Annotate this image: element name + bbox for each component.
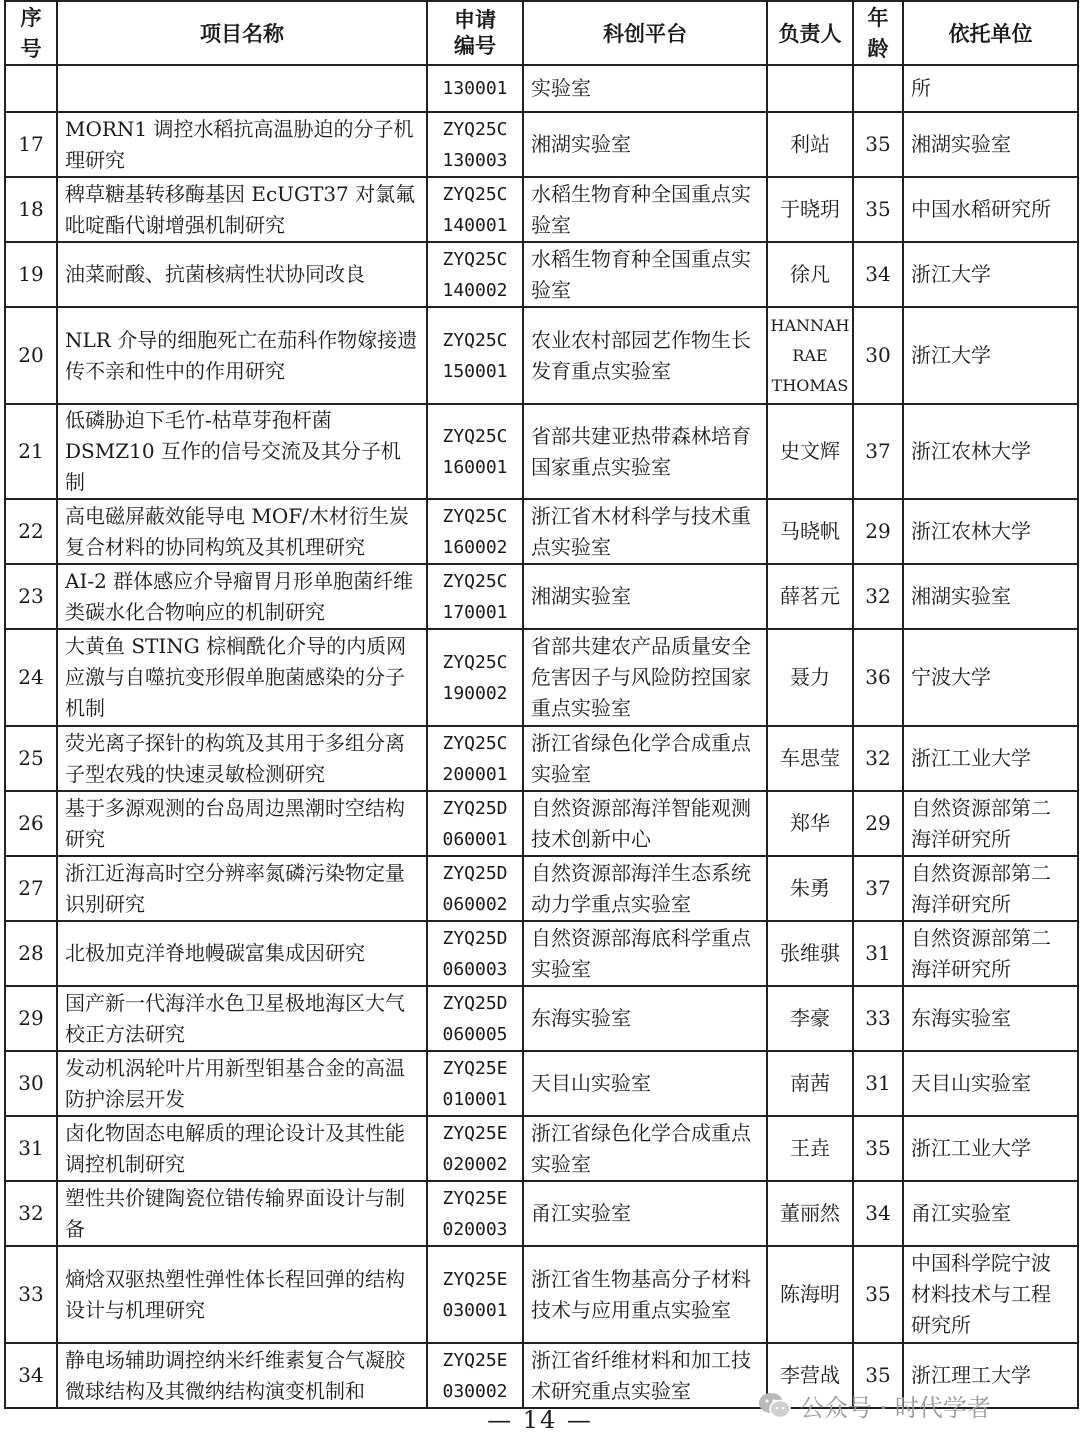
project-name-cell: NLR 介导的细胞死亡在茄科作物嫁接遗传不亲和性中的作用研究 [57, 307, 427, 404]
host-unit-cell: 浙江大学 [903, 242, 1078, 307]
application-code-cell: ZYQ25C 150001 [427, 307, 523, 404]
table-row [5, 307, 1078, 404]
project-name-cell: 浙江近海高时空分辨率氮磷污染物定量识别研究 [57, 856, 427, 921]
table-row [5, 1246, 1078, 1343]
table-row [5, 404, 1078, 499]
project-name-cell: 塑性共价键陶瓷位错传输界面设计与制备 [57, 1181, 427, 1246]
row-number-cell: 25 [5, 726, 57, 791]
host-unit-cell: 中国水稻研究所 [903, 177, 1078, 242]
project-name-cell: 熵焓双驱热塑性弹性体长程回弹的结构设计与机理研究 [57, 1246, 427, 1343]
platform-cell: 水稻生物育种全国重点实验室 [523, 177, 767, 242]
project-name-cell: 基于多源观测的台岛周边黑潮时空结构研究 [57, 791, 427, 856]
host-unit-cell: 自然资源部第二海洋研究所 [903, 791, 1078, 856]
row-number-cell: 31 [5, 1116, 57, 1181]
header-leader: 负责人 [767, 1, 853, 65]
host-unit-cell: 湘湖实验室 [903, 112, 1078, 177]
table-row [5, 726, 1078, 791]
platform-cell: 甬江实验室 [523, 1181, 767, 1246]
table-row [5, 629, 1078, 726]
age-cell: 33 [853, 986, 903, 1051]
header-age: 年龄 [853, 1, 903, 65]
age-cell: 37 [853, 404, 903, 499]
application-code-cell: ZYQ25C 160001 [427, 404, 523, 499]
age-cell: 29 [853, 499, 903, 564]
project-table [4, 0, 1079, 1409]
application-code-cell: ZYQ25D 060003 [427, 921, 523, 986]
platform-cell: 自然资源部海洋生态系统动力学重点实验室 [523, 856, 767, 921]
application-code-cell: ZYQ25D 060005 [427, 986, 523, 1051]
table-row [5, 1051, 1078, 1116]
page-number: — 14 — [487, 1406, 593, 1434]
host-unit-cell: 甬江实验室 [903, 1181, 1078, 1246]
table-row [5, 1181, 1078, 1246]
platform-cell: 省部共建农产品质量安全危害因子与风险防控国家重点实验室 [523, 629, 767, 726]
row-number-cell: 26 [5, 791, 57, 856]
row-number-cell: 21 [5, 404, 57, 499]
host-unit-cell: 浙江大学 [903, 307, 1078, 404]
application-code-cell: ZYQ25C 140001 [427, 177, 523, 242]
leader-cell [767, 65, 853, 112]
application-code-cell: ZYQ25D 060002 [427, 856, 523, 921]
host-unit-cell: 自然资源部第二海洋研究所 [903, 856, 1078, 921]
application-code-cell: ZYQ25E 030001 [427, 1246, 523, 1343]
leader-cell: 李营战 [767, 1343, 853, 1408]
application-code-cell: ZYQ25C 160002 [427, 499, 523, 564]
platform-cell: 浙江省生物基高分子材料技术与应用重点实验室 [523, 1246, 767, 1343]
leader-cell: 史文辉 [767, 404, 853, 499]
table-row [5, 1116, 1078, 1181]
table-row [5, 112, 1078, 177]
row-number-cell: 22 [5, 499, 57, 564]
table-row [5, 499, 1078, 564]
platform-cell: 省部共建亚热带森林培育国家重点实验室 [523, 404, 767, 499]
header-no: 序号 [5, 1, 57, 65]
project-name-cell: 大黄鱼 STING 棕榈酰化介导的内质网应激与自噬抗变形假单胞菌感染的分子机制 [57, 629, 427, 726]
row-number-cell: 33 [5, 1246, 57, 1343]
age-cell: 31 [853, 1051, 903, 1116]
project-name-cell: AI-2 群体感应介导瘤胃月形单胞菌纤维类碳水化合物响应的机制研究 [57, 564, 427, 629]
host-unit-cell: 浙江农林大学 [903, 404, 1078, 499]
row-number-cell: 27 [5, 856, 57, 921]
age-cell: 37 [853, 856, 903, 921]
age-cell: 34 [853, 242, 903, 307]
row-number-cell: 18 [5, 177, 57, 242]
platform-cell: 湘湖实验室 [523, 112, 767, 177]
platform-cell: 浙江省绿色化学合成重点实验室 [523, 1116, 767, 1181]
header-name: 项目名称 [57, 1, 427, 65]
project-name-cell: 国产新一代海洋水色卫星极地海区大气校正方法研究 [57, 986, 427, 1051]
age-cell: 35 [853, 1246, 903, 1343]
application-code-cell: ZYQ25E 010001 [427, 1051, 523, 1116]
platform-cell: 自然资源部海底科学重点实验室 [523, 921, 767, 986]
row-number-cell: 24 [5, 629, 57, 726]
table-row [5, 791, 1078, 856]
row-number-cell: 30 [5, 1051, 57, 1116]
row-number-cell: 29 [5, 986, 57, 1051]
platform-cell: 农业农村部园艺作物生长发育重点实验室 [523, 307, 767, 404]
table-row [5, 242, 1078, 307]
table-row [5, 921, 1078, 986]
table-row [5, 177, 1078, 242]
age-cell: 35 [853, 1343, 903, 1408]
age-cell: 31 [853, 921, 903, 986]
age-cell: 29 [853, 791, 903, 856]
leader-cell: 陈海明 [767, 1246, 853, 1343]
leader-cell: HANNAH RAE THOMAS [767, 307, 853, 404]
host-unit-cell: 中国科学院宁波材料技术与工程研究所 [903, 1246, 1078, 1343]
application-code-cell: ZYQ25C 200001 [427, 726, 523, 791]
row-number-cell: 20 [5, 307, 57, 404]
host-unit-cell: 浙江工业大学 [903, 1116, 1078, 1181]
leader-cell: 张维骐 [767, 921, 853, 986]
project-name-cell: 北极加克洋脊地幔碳富集成因研究 [57, 921, 427, 986]
table-row [5, 856, 1078, 921]
platform-cell: 天目山实验室 [523, 1051, 767, 1116]
row-number-cell [5, 65, 57, 112]
row-number-cell: 34 [5, 1343, 57, 1408]
leader-cell: 徐凡 [767, 242, 853, 307]
header-platform: 科创平台 [523, 1, 767, 65]
row-number-cell: 32 [5, 1181, 57, 1246]
age-cell: 35 [853, 1116, 903, 1181]
application-code-cell: ZYQ25E 020003 [427, 1181, 523, 1246]
row-number-cell: 28 [5, 921, 57, 986]
application-code-cell: ZYQ25C 170001 [427, 564, 523, 629]
platform-cell: 水稻生物育种全国重点实验室 [523, 242, 767, 307]
platform-cell: 浙江省绿色化学合成重点实验室 [523, 726, 767, 791]
application-code-cell: ZYQ25C 130003 [427, 112, 523, 177]
project-name-cell [57, 65, 427, 112]
leader-cell: 薛茗元 [767, 564, 853, 629]
platform-cell: 自然资源部海洋智能观测技术创新中心 [523, 791, 767, 856]
row-number-cell: 17 [5, 112, 57, 177]
project-name-cell: 卤化物固态电解质的理论设计及其性能调控机制研究 [57, 1116, 427, 1181]
host-unit-cell: 浙江理工大学 [903, 1343, 1078, 1408]
host-unit-cell: 浙江农林大学 [903, 499, 1078, 564]
project-name-cell: 油菜耐酸、抗菌核病性状协同改良 [57, 242, 427, 307]
leader-cell: 于晓玥 [767, 177, 853, 242]
leader-cell: 董丽然 [767, 1181, 853, 1246]
header-code: 申请编号 [427, 1, 523, 65]
age-cell: 36 [853, 629, 903, 726]
age-cell: 34 [853, 1181, 903, 1246]
host-unit-cell: 东海实验室 [903, 986, 1078, 1051]
table-row [5, 564, 1078, 629]
row-number-cell: 19 [5, 242, 57, 307]
application-code-cell: ZYQ25C 140002 [427, 242, 523, 307]
leader-cell: 南茜 [767, 1051, 853, 1116]
platform-cell: 东海实验室 [523, 986, 767, 1051]
host-unit-cell: 自然资源部第二海洋研究所 [903, 921, 1078, 986]
platform-cell: 浙江省纤维材料和加工技术研究重点实验室 [523, 1343, 767, 1408]
host-unit-cell: 浙江工业大学 [903, 726, 1078, 791]
platform-cell: 浙江省木材科学与技术重点实验室 [523, 499, 767, 564]
leader-cell: 王垚 [767, 1116, 853, 1181]
application-code-cell: ZYQ25E 030002 [427, 1343, 523, 1408]
leader-cell: 马晓帆 [767, 499, 853, 564]
project-name-cell: MORN1 调控水稻抗高温胁迫的分子机理研究 [57, 112, 427, 177]
application-code-cell: ZYQ25D 060001 [427, 791, 523, 856]
table-row [5, 986, 1078, 1051]
project-name-cell: 荧光离子探针的构筑及其用于多组分离子型农残的快速灵敏检测研究 [57, 726, 427, 791]
application-code-cell: 130001 [427, 65, 523, 112]
project-name-cell: 发动机涡轮叶片用新型钼基合金的高温防护涂层开发 [57, 1051, 427, 1116]
leader-cell: 朱勇 [767, 856, 853, 921]
application-code-cell: ZYQ25C 190002 [427, 629, 523, 726]
host-unit-cell: 宁波大学 [903, 629, 1078, 726]
age-cell: 35 [853, 112, 903, 177]
leader-cell: 李豪 [767, 986, 853, 1051]
host-unit-cell: 天目山实验室 [903, 1051, 1078, 1116]
header-unit: 依托单位 [903, 1, 1078, 65]
platform-cell: 实验室 [523, 65, 767, 112]
leader-cell: 利站 [767, 112, 853, 177]
leader-cell: 聂力 [767, 629, 853, 726]
project-name-cell: 静电场辅助调控纳米纤维素复合气凝胶微球结构及其微纳结构演变机制和 [57, 1343, 427, 1408]
table-row [5, 65, 1078, 112]
host-unit-cell: 湘湖实验室 [903, 564, 1078, 629]
application-code-cell: ZYQ25E 020002 [427, 1116, 523, 1181]
age-cell: 35 [853, 177, 903, 242]
age-cell: 32 [853, 564, 903, 629]
project-name-cell: 稗草糖基转移酶基因 EcUGT37 对氯氟吡啶酯代谢增强机制研究 [57, 177, 427, 242]
project-name-cell: 高电磁屏蔽效能导电 MOF/木材衍生炭复合材料的协同构筑及其机理研究 [57, 499, 427, 564]
age-cell: 30 [853, 307, 903, 404]
watermark-text: 公众号 · 时代学者 [800, 1394, 991, 1422]
platform-cell: 湘湖实验室 [523, 564, 767, 629]
leader-cell: 郑华 [767, 791, 853, 856]
leader-cell: 车思莹 [767, 726, 853, 791]
host-unit-cell: 所 [903, 65, 1078, 112]
row-number-cell: 23 [5, 564, 57, 629]
age-cell [853, 65, 903, 112]
age-cell: 32 [853, 726, 903, 791]
project-name-cell: 低磷胁迫下毛竹-枯草芽孢杆菌 DSMZ10 互作的信号交流及其分子机制 [57, 404, 427, 499]
